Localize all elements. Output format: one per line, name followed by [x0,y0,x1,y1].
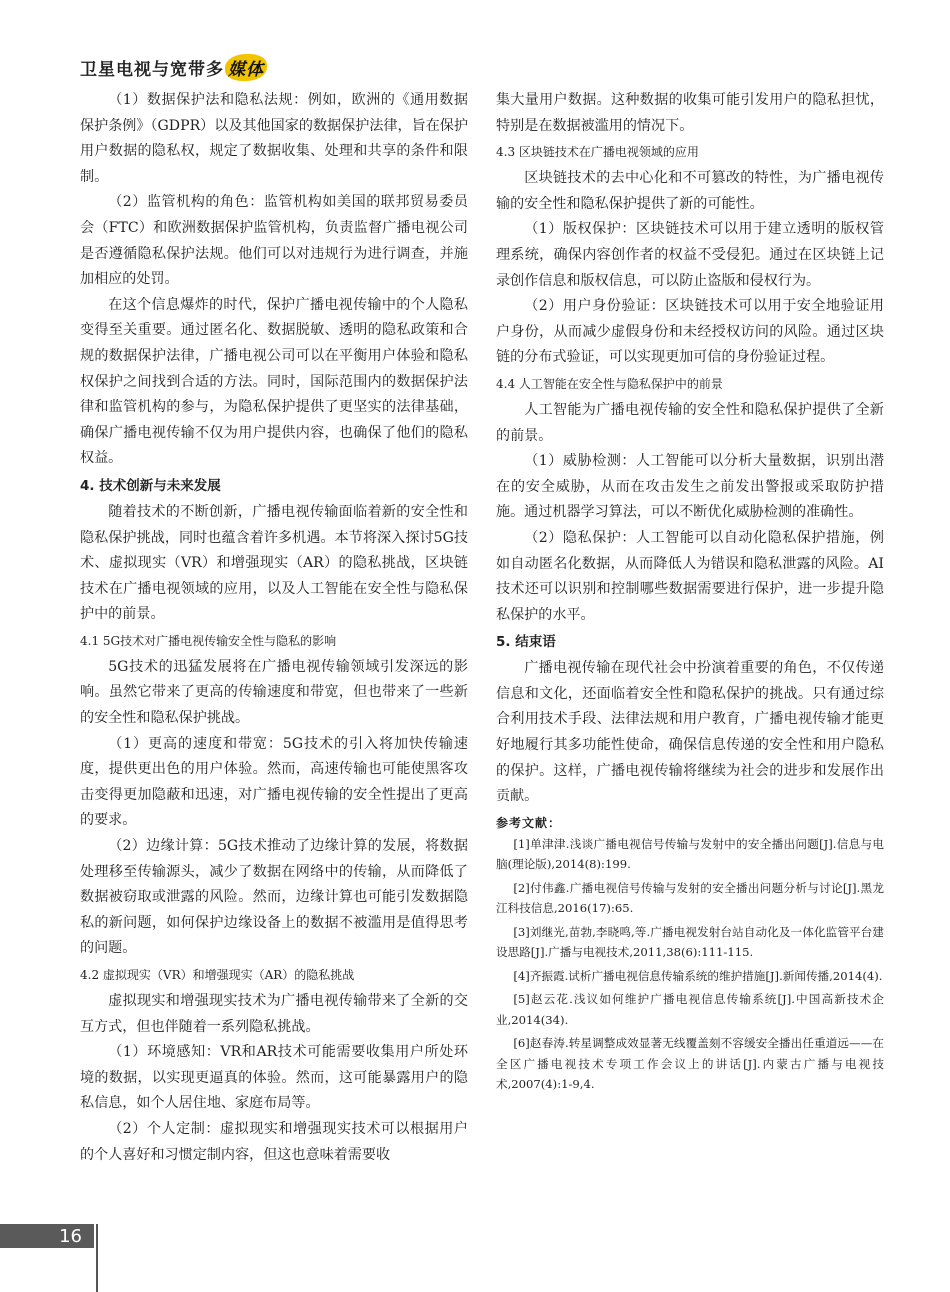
paragraph: 区块链技术的去中心化和不可篡改的特性，为广播电视传输的安全性和隐私保护提供了新的可能性。 [496,170,884,212]
journal-title: 卫星电视与宽带多 [80,59,224,80]
reference-item: [5]赵云花.浅议如何维护广播电视信息传输系统[J].中国高新技术企业,2014(34). [496,992,884,1027]
subsection-heading-4-1: 4.1 5G技术对广播电视传输安全性与隐私的影响 [80,633,337,648]
reference-item: [3]刘继光,苗勃,李晓鸣,等.广播电视发射台站自动化及一体化监管平台建设思路[J].广播与电视技术,2011,38(6):111-115. [496,924,884,960]
paragraph: 5G技术的迅猛发展将在广播电视传输领域引发深远的影响。虽然它带来了更高的传输速度和带宽，但也带来了一些新的安全性和隐私保护挑战。 [80,658,468,727]
paragraph: （2）边缘计算：5G技术推动了边缘计算的发展，将数据处理移至传输源头，减少了数据在网络中的传输，从而降低了数据被窃取或泄露的风险。然而，边缘计算也可能引发数据隐私的新问题，如何保护边缘设备上的数据不被滥用是值得思考的问题。 [80,838,468,957]
paragraph: （2）监管机构的角色：监管机构如美国的联邦贸易委员会（FTC）和欧洲数据保护监管机构，负责监督广播电视公司是否遵循隐私保护法规。他们可以对违规行为进行调查，并施加相应的处罚。 [80,194,468,288]
journal-logo-accent: 媒体 [225,54,267,81]
paragraph: 虚拟现实和增强现实技术为广播电视传输带来了全新的交互方式，但也伴随着一系列隐私挑战。 [80,993,468,1035]
subsection-heading-4-2: 4.2 虚拟现实（VR）和增强现实（AR）的隐私挑战 [80,968,355,982]
paragraph: 人工智能为广播电视传输的安全性和隐私保护提供了全新的前景。 [496,401,884,444]
paragraph: （1）版权保护：区块链技术可以用于建立透明的版权管理系统，确保内容创作者的权益不受侵犯。通过在区块链上记录创作信息和版权信息，可以防止盗版和侵权行为。 [496,221,884,289]
paragraph: （2）隐私保护：人工智能可以自动化隐私保护措施，例如自动匿名化数据，从而降低人为错误和隐私泄露的风险。AI技术还可以识别和控制哪些数据需要进行保护，进一步提升隐私保护的水平。 [496,529,884,623]
paragraph: 集大量用户数据。这种数据的收集可能引发用户的隐私担忧，特别是在数据被滥用的情况下。 [496,92,884,134]
section-heading-4: 4. 技术创新与未来发展 [80,477,221,494]
reference-item: [4]齐振霞.试析广播电视信息传输系统的维护措施[J].新闻传播,2014(4). [513,968,883,983]
paragraph: 随着技术的不断创新，广播电视传输面临着新的安全性和隐私保护挑战，同时也蕴含着许多机遇。本节将深入探讨5G技术、虚拟现实（VR）和增强现实（AR）的隐私挑战，区块链技术在广播电视领域的应用，以及人工智能在安全性与隐私保护中的前景。 [80,503,468,623]
right-column [496,88,884,1098]
paragraph: 广播电视传输在现代社会中扮演着重要的角色，不仅传递信息和文化，还面临着安全性和隐私保护的挑战。只有通过综合利用技术手段、法律法规和用户教育，广播电视传输才能更好地履行其多功能性使命，确保信息传递的安全性和用户隐私的保护。这样，广播电视传输将继续为社会的进步和发展作出贡献。 [496,660,884,805]
paragraph: （1）更高的速度和带宽：5G技术的引入将加快传输速度，提供更出色的用户体验。然而，高速传输也可能使黑客攻击变得更加隐蔽和迅速，对广播电视传输的安全性提出了更高的要求。 [80,735,468,829]
page-divider-line [96,1224,98,1292]
paragraph: （1）数据保护法和隐私法规：例如，欧洲的《通用数据保护条例》（GDPR）以及其他国家的数据保护法律，旨在保护用户数据的隐私权，规定了数据收集、处理和共享的条件和限制。 [80,92,468,185]
reference-item: [6]赵春涛.转星调整成效显著无线覆盖刻不容缓安全播出任重道远——在全区广播电视技术专项工作会议上的讲话[J].内蒙古广播与电视技术,2007(4):1-9,4. [496,1036,884,1092]
subsection-heading-4-3: 4.3 区块链技术在广播电视领域的应用 [496,145,699,160]
paragraph: （1）威胁检测：人工智能可以分析大量数据，识别出潜在的安全威胁，从而在攻击发生之前发出警报或采取防护措施。通过机器学习算法，可以不断优化威胁检测的准确性。 [496,453,884,521]
paragraph: （1）环境感知：VR和AR技术可能需要收集用户所处环境的数据，以实现更逼真的体验。然而，这可能暴露用户的隐私信息，如个人居住地、家庭布局等。 [80,1044,468,1112]
paragraph: （2）用户身份验证：区块链技术可以用于安全地验证用户身份，从而减少虚假身份和未经授权访问的风险。通过区块链的分布式验证，可以实现更加可信的身份验证过程。 [496,298,884,366]
paragraph: 在这个信息爆炸的时代，保护广播电视传输中的个人隐私变得至关重要。通过匿名化、数据脱敏、透明的隐私政策和合规的数据保护法律，广播电视公司可以在平衡用户体验和隐私权保护之间找到合适的方法。同时，国际范围内的数据保护法律和监管机构的参与，为隐私保护提供了更坚实的法律基础，确保广播电视传输不仅为用户提供内容，也确保了他们的隐私权益。 [80,296,468,467]
page-number-text: 16 [59,1225,82,1247]
paragraph: （2）个人定制：虚拟现实和增强现实技术可以根据用户的个人喜好和习惯定制内容，但这也意味着需要收 [80,1120,468,1163]
references-title: 参考文献： [496,815,562,830]
section-heading-5: 5. 结束语 [496,634,556,651]
reference-item: [2]付伟鑫.广播电视信号传输与发射的安全播出问题分析与讨论[J].黑龙江科技信息,2016(17):65. [496,880,884,916]
left-column [80,88,468,1168]
page-number [0,1224,94,1248]
reference-item: [1]单津津.浅谈广播电视信号传输与发射中的安全播出问题[J].信息与电脑(理论版),2014(8):199. [496,836,884,872]
journal-masthead [80,52,267,82]
subsection-heading-4-4: 4.4 人工智能在安全性与隐私保护中的前景 [496,376,723,391]
